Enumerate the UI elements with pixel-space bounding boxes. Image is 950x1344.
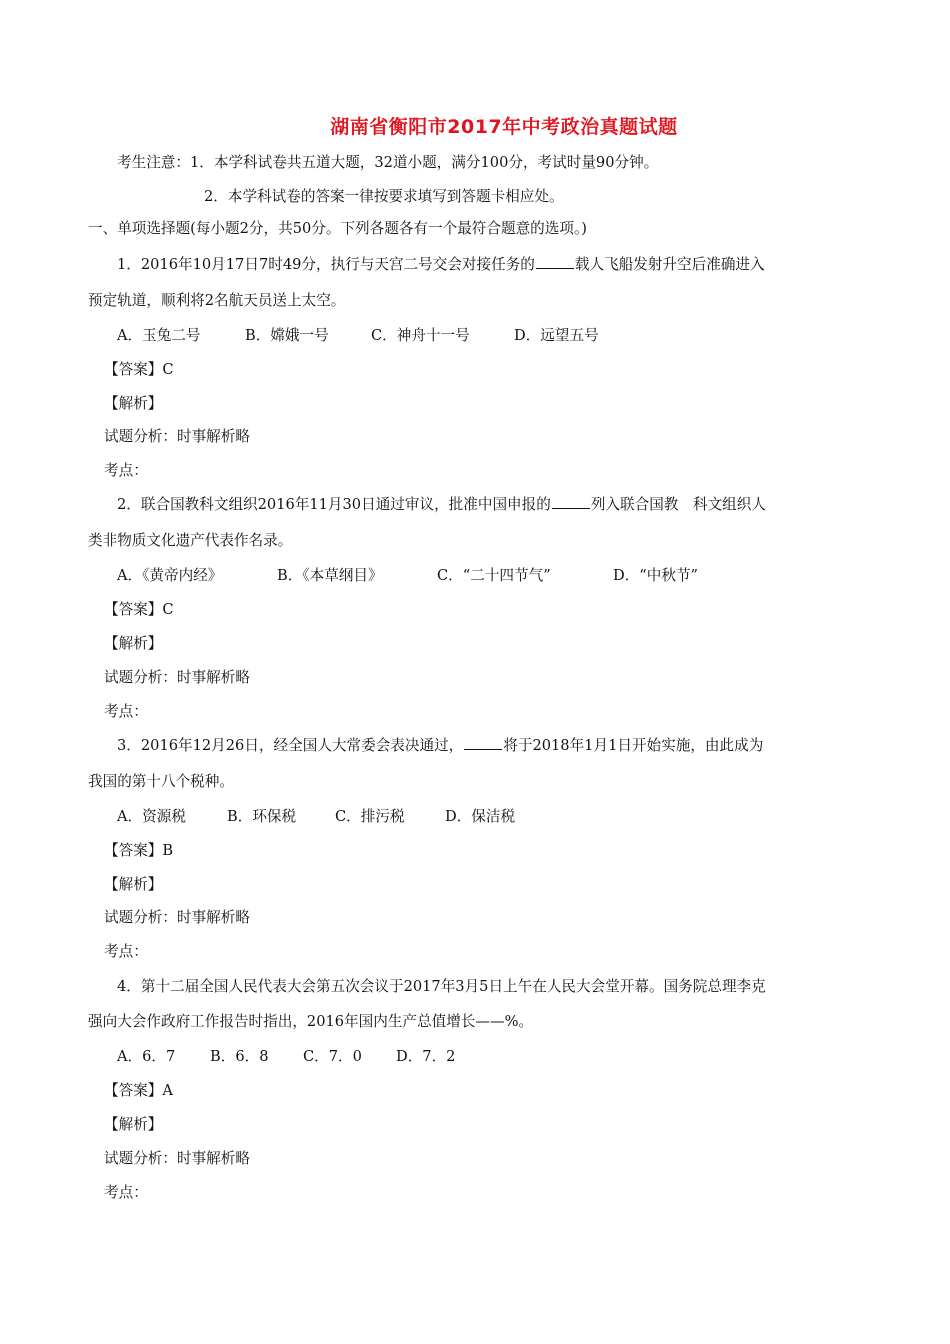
- question-3-stem-pre: 3．2016年12月26日，经全国人大常委会表决通过，: [117, 737, 464, 754]
- question-1-kaodian: 考点：: [104, 462, 148, 479]
- question-2-kaodian: 考点：: [104, 703, 148, 720]
- question-3-answer: 【答案】B: [104, 842, 174, 859]
- question-4-answer: 【答案】A: [104, 1082, 173, 1099]
- question-1-jiexi: 【解析】: [104, 395, 163, 412]
- question-4-kaodian: 考点：: [104, 1184, 148, 1201]
- question-3-blank: [464, 735, 502, 750]
- question-2-stem-line-1: [117, 494, 766, 516]
- option-c: C．7．0: [303, 1048, 362, 1065]
- option-d: D．7．2: [396, 1048, 456, 1065]
- question-2-jiexi: 【解析】: [104, 635, 163, 652]
- question-1-stem-pre: 1．2016年10月17日7时49分，执行与天宫二号交会对接任务的: [117, 256, 535, 273]
- question-3-stem-post: 将于2018年1月1日开始实施，由此成为: [503, 737, 764, 754]
- question-3-stem-line-2: 我国的第十八个税种。: [88, 773, 234, 790]
- question-1-blank: [536, 254, 574, 269]
- question-4-options: [117, 1046, 455, 1068]
- section-header: 一、单项选择题(每小题2分，共50分。下列各题各有一个最符合题意的选项。): [88, 220, 587, 237]
- question-2-stem-pre: 2．联合国教科文组织2016年11月30日通过审议，批准中国申报的: [117, 496, 551, 513]
- option-b: B．环保税: [227, 808, 297, 825]
- question-4-analysis: 试题分析：时事解析略: [104, 1150, 250, 1167]
- option-b: B．6．8: [210, 1048, 269, 1065]
- question-1-stem-line-2: 预定轨道，顺利将2名航天员送上太空。: [88, 292, 346, 309]
- option-c: C．排污税: [335, 808, 405, 825]
- question-4-stem-line-2: 强向大会作政府工作报告时指出，2016年国内生产总值增长——%。: [88, 1013, 534, 1030]
- page-title: 湖南省衡阳市2017年中考政治真题试题: [330, 116, 678, 138]
- question-3-stem-line-1: [117, 735, 763, 757]
- question-3-kaodian: 考点：: [104, 943, 148, 960]
- question-1-stem-line-1: [117, 254, 765, 276]
- notice-line-2: 2．本学科试卷的答案一律按要求填写到答题卡相应处。: [204, 188, 564, 205]
- option-d: D．远望五号: [514, 327, 599, 344]
- question-2-answer: 【答案】C: [104, 601, 174, 618]
- question-2-stem-post: 列入联合国教 科文组织人: [590, 496, 766, 513]
- question-2-options: [117, 565, 698, 587]
- question-1-options: [117, 325, 599, 347]
- question-1-answer: 【答案】C: [104, 361, 174, 378]
- option-d: D．保洁税: [445, 808, 516, 825]
- question-2-stem-line-2: 类非物质文化遗产代表作名录。: [88, 532, 293, 549]
- option-a: A．6．7: [117, 1048, 176, 1065]
- question-2-analysis: 试题分析：时事解析略: [104, 669, 250, 686]
- option-a: A．《黄帝内经》: [117, 567, 223, 584]
- question-2-blank: [552, 494, 590, 509]
- question-3-options: [117, 806, 515, 828]
- option-b: B．《本草纲目》: [277, 567, 383, 584]
- option-a: A．资源税: [117, 808, 186, 825]
- notice-line-1: 考生注意：1．本学科试卷共五道大题，32道小题，满分100分，考试时量90分钟。: [117, 154, 659, 171]
- question-3-jiexi: 【解析】: [104, 876, 163, 893]
- question-1-analysis: 试题分析：时事解析略: [104, 428, 250, 445]
- question-4-jiexi: 【解析】: [104, 1116, 163, 1133]
- option-d: D．“中秋节”: [613, 567, 698, 584]
- option-c: C．神舟十一号: [371, 327, 470, 344]
- option-c: C．“二十四节气”: [437, 567, 551, 584]
- option-b: B．嫦娥一号: [245, 327, 329, 344]
- question-4-stem-line-1: 4．第十二届全国人民代表大会第五次会议于2017年3月5日上午在人民大会堂开幕。国务院总理李克: [117, 978, 766, 995]
- question-3-analysis: 试题分析：时事解析略: [104, 909, 250, 926]
- question-1-stem-post: 载人飞船发射升空后准确进入: [574, 256, 765, 273]
- option-a: A．玉兔二号: [117, 327, 201, 344]
